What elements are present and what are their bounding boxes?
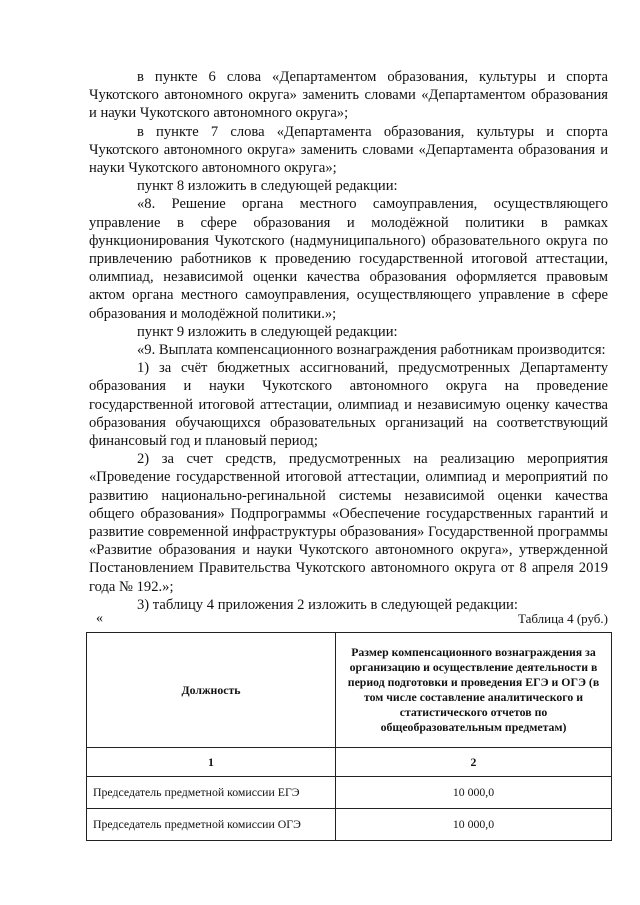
table-caption-row: [96, 611, 610, 629]
header-position: Должность: [87, 633, 336, 748]
paragraph: «8. Решение органа местного самоуправления, осуществляющего управление в сфере образования и молодёжной политики в рамках функционирования Чукотского (надмуниципального) образовательного округа по привлечению работников к проведению государственной итоговой аттестации, олимпиад, независимой оценки качества образования оформляется правовым актом органа местного самоуправления, осуществляющего управление в сфере образования и молодёжной политики.»;: [89, 196, 608, 322]
header-amount: Размер компенсационного вознаграждения за организацию и осуществление деятельности в период подготовки и проведения ЕГЭ и ОГЭ (в том числе составление аналитического и статистического отчетов по общеобразовательным предметам): [336, 633, 612, 748]
column-number-2: 2: [336, 748, 612, 777]
table-row: [87, 777, 612, 809]
paragraph: пункт 8 изложить в следующей редакции:: [137, 178, 398, 195]
compensation-table: [86, 632, 612, 841]
document-body: [89, 68, 608, 614]
column-number-1: 1: [87, 748, 336, 777]
paragraph: в пункте 6 слова «Департаментом образования, культуры и спорта Чукотского автономного округа» заменить словами «Департаментом образования и науки Чукотского автономного округа»;: [89, 69, 608, 122]
paragraph: 1) за счёт бюджетных ассигнований, предусмотренных Департаменту образования и науки Чукотского автономного округа на проведение государственной итоговой аттестации, олимпиад и независимую оценку качества образования обучающихся образовательных организаций на соответствующий финансовый год и плановый период;: [89, 360, 608, 450]
paragraph: 2) за счет средств, предусмотренных на реализацию мероприятия «Проведение государственной итоговой аттестации, олимпиад и мероприятий по развитию национально-регинальной системы независимой оценки качества общего образования» Подпрограммы «Обеспечение государственных гарантий и развитие современной инфраструктуры образования» Государственной программы «Развитие образования и науки Чукотского автономного округа», утвержденной Постановлением Правительства Чукотского автономного округа от 8 апреля 2019 года № 192.»;: [89, 451, 608, 595]
paragraph: в пункте 7 слова «Департамента образования, культуры и спорта Чукотского автономного округа» заменить словами «Департамента образования и науки Чукотского автономного округа»;: [89, 123, 608, 177]
paragraph: 3) таблицу 4 приложения 2 изложить в следующей редакции:: [137, 596, 518, 613]
table-number-row: [87, 748, 612, 777]
table-caption: Таблица 4 (руб.): [517, 611, 608, 626]
amount-cell: 10 000,0: [336, 777, 612, 809]
open-quote: «: [96, 611, 103, 626]
table-header-row: [87, 633, 612, 748]
paragraph: «9. Выплата компенсационного вознаграждения работникам производится:: [137, 342, 606, 359]
position-cell: Председатель предметной комиссии ЕГЭ: [87, 777, 336, 809]
amount-cell: 10 000,0: [336, 809, 612, 841]
table-row: [87, 809, 612, 841]
position-cell: Председатель предметной комиссии ОГЭ: [87, 809, 336, 841]
paragraph: пункт 9 изложить в следующей редакции:: [137, 323, 398, 340]
